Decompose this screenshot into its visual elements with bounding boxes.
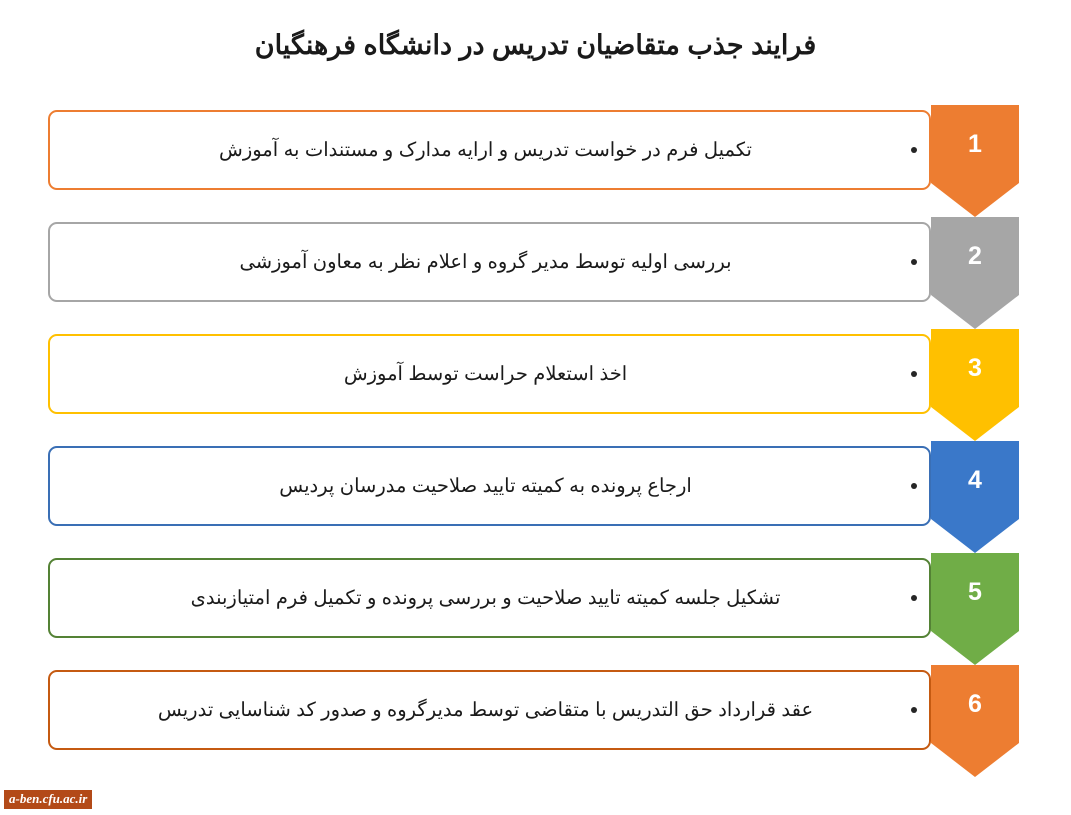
step-description-card bbox=[48, 670, 931, 750]
process-step bbox=[0, 553, 1071, 665]
step-description-card bbox=[48, 558, 931, 638]
step-number: 5 bbox=[968, 577, 982, 606]
step-number: 6 bbox=[968, 689, 982, 718]
step-number: 2 bbox=[968, 241, 982, 270]
step-number: 1 bbox=[968, 129, 982, 158]
step-description-text: تکمیل فرم در خواست تدریس و ارایه مدارک و مستندات به آموزش bbox=[219, 138, 752, 161]
step-description-card bbox=[48, 222, 931, 302]
step-chevron-6 bbox=[931, 665, 1019, 777]
step-chevron-2 bbox=[931, 217, 1019, 329]
bullet-icon bbox=[911, 707, 917, 713]
process-step bbox=[0, 329, 1071, 441]
chevron-arrow-icon bbox=[931, 743, 1019, 777]
process-step bbox=[0, 105, 1071, 217]
step-description-text: ارجاع پرونده به کمیته تایید صلاحیت مدرسان پردیس bbox=[279, 474, 692, 497]
chevron-arrow-icon bbox=[931, 183, 1019, 217]
step-chevron-5 bbox=[931, 553, 1019, 665]
chevron-arrow-icon bbox=[931, 295, 1019, 329]
step-number: 3 bbox=[968, 353, 982, 382]
page-title: فرایند جذب متقاضیان تدریس در دانشگاه فرهنگیان bbox=[254, 30, 817, 60]
process-step bbox=[0, 665, 1071, 777]
bullet-icon bbox=[911, 483, 917, 489]
step-description-card bbox=[48, 446, 931, 526]
process-flow-diagram bbox=[0, 105, 1071, 777]
step-number: 4 bbox=[968, 465, 982, 494]
step-chevron-3 bbox=[931, 329, 1019, 441]
step-description-card bbox=[48, 334, 931, 414]
step-description-card bbox=[48, 110, 931, 190]
bullet-icon bbox=[911, 259, 917, 265]
step-description-text: تشکیل جلسه کمیته تایید صلاحیت و بررسی پرونده و تکمیل فرم امتیازبندی bbox=[190, 586, 781, 609]
chevron-arrow-icon bbox=[931, 631, 1019, 665]
chevron-arrow-icon bbox=[931, 407, 1019, 441]
step-description-text: اخذ استعلام حراست توسط آموزش bbox=[343, 362, 628, 385]
step-chevron-1 bbox=[931, 105, 1019, 217]
process-step bbox=[0, 441, 1071, 553]
bullet-icon bbox=[911, 147, 917, 153]
process-step bbox=[0, 217, 1071, 329]
step-chevron-4 bbox=[931, 441, 1019, 553]
bullet-icon bbox=[911, 371, 917, 377]
chevron-arrow-icon bbox=[931, 519, 1019, 553]
step-description-text: عقد قرارداد حق التدریس با متقاضی توسط مدیرگروه و صدور کد شناسایی تدریس bbox=[157, 698, 814, 721]
step-description-text: بررسی اولیه توسط مدیر گروه و اعلام نظر به معاون آموزشی bbox=[239, 250, 732, 273]
site-watermark: a-ben.cfu.ac.ir bbox=[4, 790, 92, 809]
bullet-icon bbox=[911, 595, 917, 601]
